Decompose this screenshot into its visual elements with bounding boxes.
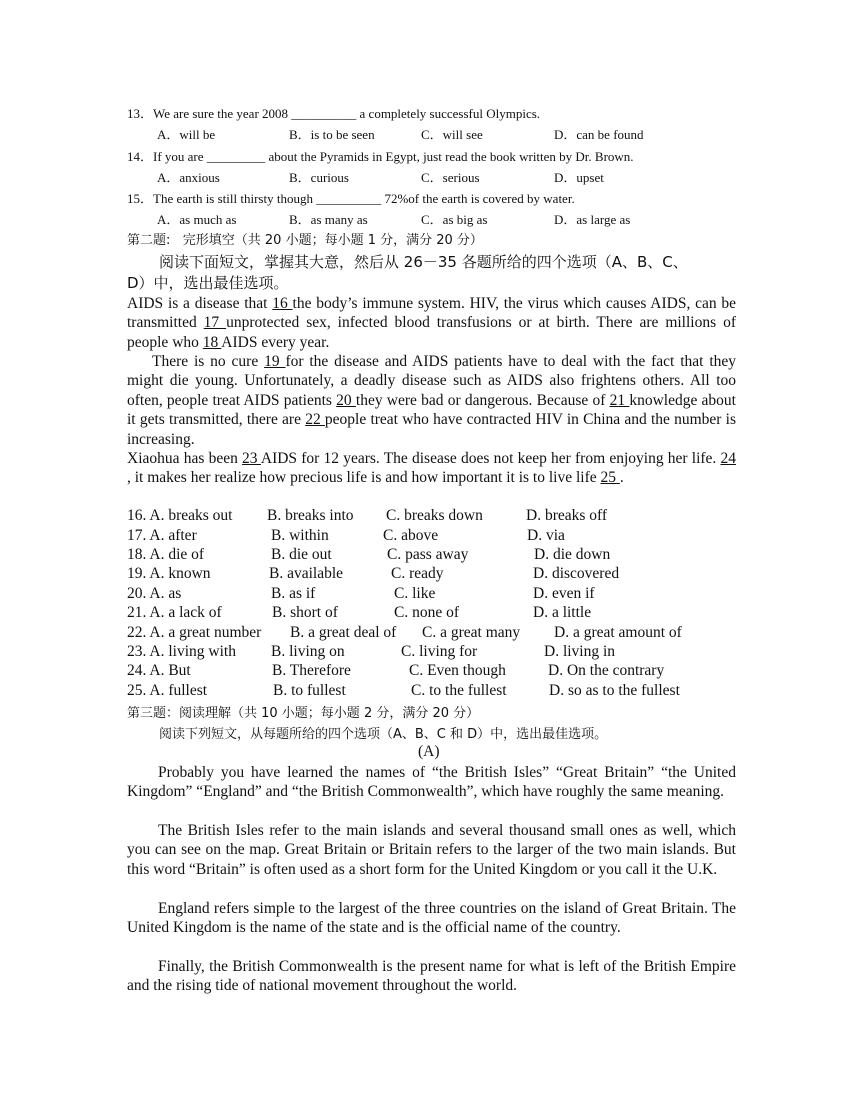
- section-3-instruction: 阅读下列短文，从每题所给的四个选项（A、B、C 和 D）中，选出最佳选项。: [159, 727, 608, 742]
- blank-22: 22: [305, 411, 325, 429]
- choice-16-d: D. breaks off: [526, 507, 608, 524]
- question-15-option-c: C．as big as: [421, 212, 488, 227]
- choice-24-a: 24. A. But: [127, 662, 191, 679]
- choice-21-a: 21. A. a lack of: [127, 604, 222, 621]
- reading-paragraph-1: Probably you have learned the names of “the British Isles” “Great Britain” “the United Kingdom” “England” and “the British Commonwealth”, which have roughly the same meaning.: [127, 764, 736, 801]
- section-2-instruction-line2: D）中，选出最佳选项。: [127, 274, 289, 292]
- question-13-option-d: D．can be found: [554, 127, 644, 142]
- choice-25-c: C. to the fullest: [411, 682, 507, 699]
- blank-21: 21: [609, 391, 630, 409]
- choice-25-a: 25. A. fullest: [127, 682, 208, 699]
- choice-17-d: D. via: [527, 527, 565, 544]
- choice-21-d: D. a little: [533, 604, 592, 621]
- section-2-instruction-line1: 阅读下面短文，掌握其大意，然后从 26－35 各题所给的四个选项（A、B、C、: [159, 253, 688, 271]
- choice-24-d: D. On the contrary: [548, 662, 665, 679]
- question-14-option-d: D．upset: [554, 170, 604, 185]
- choice-21-b: B. short of: [272, 604, 338, 621]
- question-13-option-c: C．will see: [421, 127, 483, 142]
- choice-22-c: C. a great many: [422, 624, 521, 641]
- reading-paragraph-2: The British Isles refer to the main islands and several thousand small ones as well, which you can see on the map. Great Britain or Britain refers to the larger of the two main islands. But this word “Britain” is often used as a short form for the United Kingdom or you call it the U.K.: [127, 822, 736, 878]
- reading-paragraph-3: England refers simple to the largest of the three countries on the island of Great Britain. The United Kingdom is the name of the state and is the official name of the country.: [127, 900, 736, 937]
- passage-label: (A): [418, 743, 440, 760]
- question-14-option-b: B．curious: [289, 170, 349, 185]
- choice-25-d: D. so as to the fullest: [549, 682, 680, 699]
- question-13-option-a: A．will be: [157, 127, 216, 142]
- choice-19-b: B. available: [269, 565, 344, 582]
- choice-18-d: D. die down: [534, 546, 611, 563]
- blank-23: 23: [242, 450, 261, 467]
- blank-18: 18: [202, 333, 222, 351]
- choice-22-a: 22. A. a great number: [127, 624, 262, 641]
- question-13-stem: 13．We are sure the year 2008 __________ a completely successful Olympics.: [127, 106, 541, 121]
- question-15-stem: 15．The earth is still thirsty though __________ 72%of the earth is covered by water.: [127, 191, 575, 206]
- choice-17-a: 17. A. after: [127, 527, 197, 544]
- choice-19-a: 19. A. known: [127, 565, 211, 582]
- choice-22-b: B. a great deal of: [290, 624, 397, 641]
- section-3-heading: 第三题：阅读理解（共 10 小题；每小题 2 分，满分 20 分）: [127, 706, 480, 721]
- choice-23-d: D. living in: [544, 643, 616, 660]
- question-15-option-a: A．as much as: [157, 212, 237, 227]
- blank-25: 25: [600, 469, 620, 487]
- question-14-option-a: A．anxious: [157, 170, 220, 185]
- question-13-option-b: B．is to be seen: [289, 127, 375, 142]
- choice-21-c: C. none of: [394, 604, 460, 621]
- choice-17-b: B. within: [271, 527, 329, 544]
- choice-20-c: C. like: [394, 585, 436, 602]
- blank-19: 19: [264, 353, 286, 370]
- choice-20-d: D. even if: [533, 585, 595, 602]
- blank-20: 20: [336, 391, 356, 409]
- reading-paragraph-4: Finally, the British Commonwealth is the present name for what is left of the British Empire and the rising tide of national movement throughout the world.: [127, 958, 736, 995]
- choice-23-c: C. living for: [401, 643, 478, 660]
- choice-19-d: D. discovered: [533, 565, 620, 582]
- choice-16-a: 16. A. breaks out: [127, 507, 233, 524]
- choice-16-c: C. breaks down: [386, 507, 483, 524]
- blank-24: 24: [720, 450, 736, 467]
- choice-18-a: 18. A. die of: [127, 546, 205, 563]
- choice-19-c: C. ready: [391, 565, 444, 582]
- choice-18-b: B. die out: [271, 546, 332, 563]
- cloze-paragraph-3: Xiaohua has been 23 AIDS for 12 years. The disease does not keep her from enjoying her life. 24 , it makes her realize how precious life is and how important it is to live life 25 .: [127, 450, 736, 487]
- choice-24-b: B. Therefore: [272, 662, 351, 679]
- blank-16: 16: [272, 295, 293, 312]
- choice-20-b: B. as if: [271, 585, 316, 602]
- question-15-option-b: B．as many as: [289, 212, 368, 227]
- choice-18-c: C. pass away: [387, 546, 469, 563]
- blank-17: 17: [203, 314, 227, 332]
- choice-20-a: 20. A. as: [127, 585, 182, 602]
- choice-22-d: D. a great amount of: [554, 624, 682, 641]
- choice-23-b: B. living on: [271, 643, 345, 660]
- question-14-option-c: C．serious: [421, 170, 480, 185]
- question-14-stem: 14．If you are _________ about the Pyramids in Egypt, just read the book written by Dr. Brown.: [127, 149, 634, 164]
- choice-17-c: C. above: [383, 527, 439, 544]
- choice-16-b: B. breaks into: [267, 507, 354, 524]
- section-2-heading: 第二题: 完形填空（共 20 小题；每小题 1 分，满分 20 分）: [127, 233, 483, 248]
- cloze-paragraph-1: AIDS is a disease that 16 the body’s immune system. HIV, the virus which causes AIDS, can be transmitted 17 unprotected sex, infected blood transfusions or at birth. There are millions of people who 18 AIDS every year.: [127, 295, 737, 351]
- cloze-paragraph-2: There is no cure 19 for the disease and AIDS patients have to deal with the fact that they might die young. Unfortunately, a deadly disease such as AIDS also frightens others. All too often, people treat AIDS patients 20 they were bad or dangerous. Because of 21 knowledge about it gets transmitted, there are 22 people treat who have contracted HIV in China and the number is increasing.: [127, 353, 737, 448]
- choice-23-a: 23. A. living with: [127, 643, 236, 660]
- choice-24-c: C. Even though: [409, 662, 506, 679]
- choice-25-b: B. to fullest: [273, 682, 346, 699]
- question-15-option-d: D．as large as: [554, 212, 631, 227]
